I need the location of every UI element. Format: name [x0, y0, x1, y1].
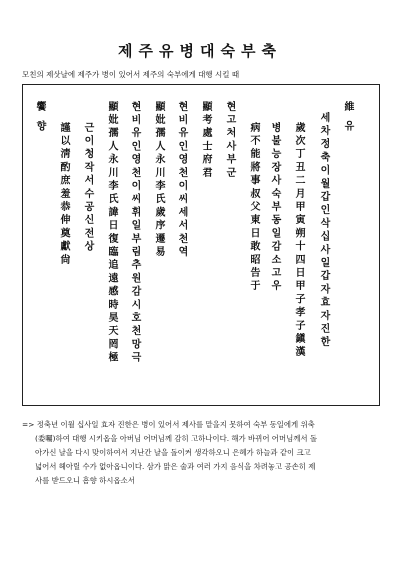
chukmun-column: 顯考處士府君 — [200, 101, 211, 181]
note-line: 사를 받드오니 흠향 하시옵소서 — [35, 476, 135, 485]
chukmun-column: 歲次丁丑二月甲寅朔十四日甲子孝子鎭漢 — [293, 122, 304, 360]
note-line: 아가신 날을 다시 맞이하여서 지난간 날을 돌이켜 생각하오니 은혜가 하늘과 같이 크고 — [35, 448, 311, 457]
chukmun-column: 세차정축이월갑인삭십사일갑자효자진한 — [318, 112, 329, 350]
chukmun-column: 근이청작서수공신전상 — [82, 122, 93, 254]
chukmun-column: 현고처사부군 — [224, 101, 235, 181]
page-subtitle: 모친의 제삿날에 제주가 병이 있어서 제주의 숙부에게 대행 시킬 때 — [22, 70, 240, 79]
note-line: (委囑)하여 대행 시키옵을 아버님 어머님께 감히 고하나이다. 해가 바뀌어 어머님께서 돌 — [35, 434, 317, 443]
chukmun-column: 謹以淸酌庶羞恭伸奠獻尙 — [58, 122, 69, 268]
page-title: 제주유병대숙부축 — [118, 42, 282, 60]
chukmun-column: 顯妣孺人永川李氏歲序遷易 — [153, 101, 164, 260]
chukmun-column: 饗 향 — [34, 101, 45, 135]
chukmun-column: 維 유 — [342, 101, 353, 135]
chukmun-column: 현비유인영천이씨세서천역 — [176, 101, 187, 260]
chukmun-column: 病不能將事叔父東日敢昭告于 — [248, 122, 259, 294]
chukmun-column: 현비유인영천이씨휘일부림추원감시호천망극 — [129, 101, 140, 365]
note-line: 넓어서 헤아릴 수가 없아옵니이다. 삼가 맑은 술과 여러 가지 음식을 차려놓고 공손히 제 — [35, 462, 316, 471]
translation-note — [22, 418, 380, 488]
chukmun-column: 顯妣孺人永川李氏諱日復臨追遠感時昊天罔極 — [106, 101, 117, 365]
note-line: => 정축년 이월 십사일 효자 진한은 병이 있어서 제사를 맡을지 못하여 숙부 동일에게 위축 — [22, 420, 315, 429]
chukmun-column: 병불능장사숙부동일감소고우 — [269, 122, 280, 294]
